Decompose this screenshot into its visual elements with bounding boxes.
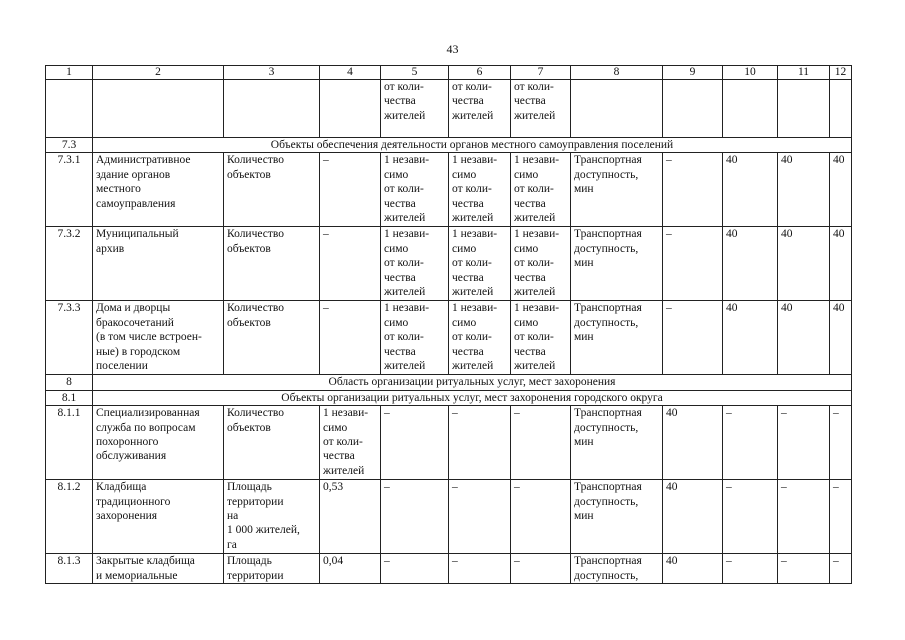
carry-cell bbox=[224, 80, 320, 138]
carry-cell: от коли- чества жителей bbox=[511, 80, 571, 138]
table-row bbox=[46, 301, 852, 375]
row-value-c10: 40 bbox=[723, 227, 778, 301]
row-name: Специализированная служба по вопросам похоронного обслуживания bbox=[93, 406, 224, 480]
section-code: 8 bbox=[46, 375, 93, 390]
carry-cell bbox=[723, 80, 778, 138]
row-value-c12: – bbox=[830, 554, 852, 584]
row-indicator: Количество объектов bbox=[224, 227, 320, 301]
row-name: Кладбища традиционного захоронения bbox=[93, 480, 224, 554]
column-number-7: 7 bbox=[511, 66, 571, 80]
row-value-c12: 40 bbox=[830, 301, 852, 375]
row-value-c6: – bbox=[449, 406, 511, 480]
section-code: 8.1 bbox=[46, 390, 93, 405]
section-row bbox=[46, 375, 852, 390]
row-value-c4: 0,53 bbox=[320, 480, 381, 554]
page-number: 43 bbox=[446, 42, 459, 56]
row-value-c5: 1 незави- симо от коли- чества жителей bbox=[381, 227, 449, 301]
column-number-1: 1 bbox=[46, 66, 93, 80]
row-indicator: Количество объектов bbox=[224, 153, 320, 227]
section-row bbox=[46, 390, 852, 405]
row-value-c7: 1 незави- симо от коли- чества жителей bbox=[511, 301, 571, 375]
row-code: 7.3.3 bbox=[46, 301, 93, 375]
carry-cell: от коли- чества жителей bbox=[449, 80, 511, 138]
table-row bbox=[46, 554, 852, 584]
row-code: 8.1.1 bbox=[46, 406, 93, 480]
row-value-c6: – bbox=[449, 554, 511, 584]
carry-cell bbox=[830, 80, 852, 138]
row-value-c7: – bbox=[511, 480, 571, 554]
carry-over-row bbox=[46, 80, 852, 138]
row-value-c11: 40 bbox=[778, 301, 830, 375]
column-number-9: 9 bbox=[663, 66, 723, 80]
row-value-c5: 1 незави- симо от коли- чества жителей bbox=[381, 153, 449, 227]
section-title: Область организации ритуальных услуг, мест захоронения bbox=[93, 375, 852, 390]
row-value-c12: 40 bbox=[830, 227, 852, 301]
row-value-c4: – bbox=[320, 301, 381, 375]
row-value-c11: – bbox=[778, 554, 830, 584]
table-row bbox=[46, 153, 852, 227]
row-code: 8.1.3 bbox=[46, 554, 93, 584]
row-value-c4: – bbox=[320, 153, 381, 227]
table-row bbox=[46, 227, 852, 301]
row-value-c10: – bbox=[723, 406, 778, 480]
row-value-c5: – bbox=[381, 554, 449, 584]
row-value-c8: Транспортная доступность, мин bbox=[571, 227, 663, 301]
row-value-c11: 40 bbox=[778, 153, 830, 227]
row-value-c12: – bbox=[830, 406, 852, 480]
row-value-c4: 1 незави- симо от коли- чества жителей bbox=[320, 406, 381, 480]
column-number-5: 5 bbox=[381, 66, 449, 80]
row-code: 7.3.2 bbox=[46, 227, 93, 301]
row-value-c6: 1 незави- симо от коли- чества жителей bbox=[449, 153, 511, 227]
section-title: Объекты организации ритуальных услуг, мест захоронения городского округа bbox=[93, 390, 852, 405]
row-name: Муниципальный архив bbox=[93, 227, 224, 301]
row-value-c10: – bbox=[723, 554, 778, 584]
row-value-c10: 40 bbox=[723, 153, 778, 227]
row-value-c10: – bbox=[723, 480, 778, 554]
carry-cell bbox=[571, 80, 663, 138]
carry-cell bbox=[320, 80, 381, 138]
row-value-c11: 40 bbox=[778, 227, 830, 301]
row-indicator: Площадь территории на 1 000 жителей, га bbox=[224, 480, 320, 554]
column-number-3: 3 bbox=[224, 66, 320, 80]
row-value-c9: – bbox=[663, 301, 723, 375]
carry-cell bbox=[663, 80, 723, 138]
row-value-c8: Транспортная доступность, bbox=[571, 554, 663, 584]
row-value-c11: – bbox=[778, 480, 830, 554]
column-number-12: 12 bbox=[830, 66, 852, 80]
row-code: 8.1.2 bbox=[46, 480, 93, 554]
row-value-c9: 40 bbox=[663, 406, 723, 480]
row-value-c4: – bbox=[320, 227, 381, 301]
row-value-c5: 1 незави- симо от коли- чества жителей bbox=[381, 301, 449, 375]
row-indicator: Количество объектов bbox=[224, 406, 320, 480]
row-indicator: Площадь территории bbox=[224, 554, 320, 584]
row-value-c4: 0,04 bbox=[320, 554, 381, 584]
row-name: Дома и дворцы бракосочетаний (в том числе встроен- ные) в городском поселении bbox=[93, 301, 224, 375]
row-value-c8: Транспортная доступность, мин bbox=[571, 480, 663, 554]
row-code: 7.3.1 bbox=[46, 153, 93, 227]
row-value-c8: Транспортная доступность, мин bbox=[571, 406, 663, 480]
column-number-10: 10 bbox=[723, 66, 778, 80]
row-name: Административное здание органов местного самоуправления bbox=[93, 153, 224, 227]
row-value-c7: 1 незави- симо от коли- чества жителей bbox=[511, 153, 571, 227]
section-row bbox=[46, 138, 852, 153]
column-number-2: 2 bbox=[93, 66, 224, 80]
column-number-11: 11 bbox=[778, 66, 830, 80]
carry-cell bbox=[93, 80, 224, 138]
row-value-c9: – bbox=[663, 153, 723, 227]
row-value-c5: – bbox=[381, 480, 449, 554]
row-value-c6: 1 незави- симо от коли- чества жителей bbox=[449, 301, 511, 375]
row-value-c10: 40 bbox=[723, 301, 778, 375]
row-value-c8: Транспортная доступность, мин bbox=[571, 153, 663, 227]
section-code: 7.3 bbox=[46, 138, 93, 153]
row-value-c6: – bbox=[449, 480, 511, 554]
row-value-c8: Транспортная доступность, мин bbox=[571, 301, 663, 375]
row-indicator: Количество объектов bbox=[224, 301, 320, 375]
row-value-c7: 1 незави- симо от коли- чества жителей bbox=[511, 227, 571, 301]
row-value-c11: – bbox=[778, 406, 830, 480]
section-title: Объекты обеспечения деятельности органов местного самоуправления поселений bbox=[93, 138, 852, 153]
row-value-c6: 1 незави- симо от коли- чества жителей bbox=[449, 227, 511, 301]
row-value-c9: 40 bbox=[663, 554, 723, 584]
row-value-c12: – bbox=[830, 480, 852, 554]
row-name: Закрытые кладбища и мемориальные bbox=[93, 554, 224, 584]
column-number-row bbox=[46, 66, 852, 80]
row-value-c9: 40 bbox=[663, 480, 723, 554]
column-number-4: 4 bbox=[320, 66, 381, 80]
row-value-c7: – bbox=[511, 554, 571, 584]
carry-cell bbox=[46, 80, 93, 138]
row-value-c9: – bbox=[663, 227, 723, 301]
row-value-c5: – bbox=[381, 406, 449, 480]
table-row bbox=[46, 480, 852, 554]
carry-cell bbox=[778, 80, 830, 138]
table-row bbox=[46, 406, 852, 480]
row-value-c7: – bbox=[511, 406, 571, 480]
row-value-c12: 40 bbox=[830, 153, 852, 227]
carry-cell: от коли- чества жителей bbox=[381, 80, 449, 138]
column-number-8: 8 bbox=[571, 66, 663, 80]
column-number-6: 6 bbox=[449, 66, 511, 80]
norms-table bbox=[45, 65, 852, 584]
